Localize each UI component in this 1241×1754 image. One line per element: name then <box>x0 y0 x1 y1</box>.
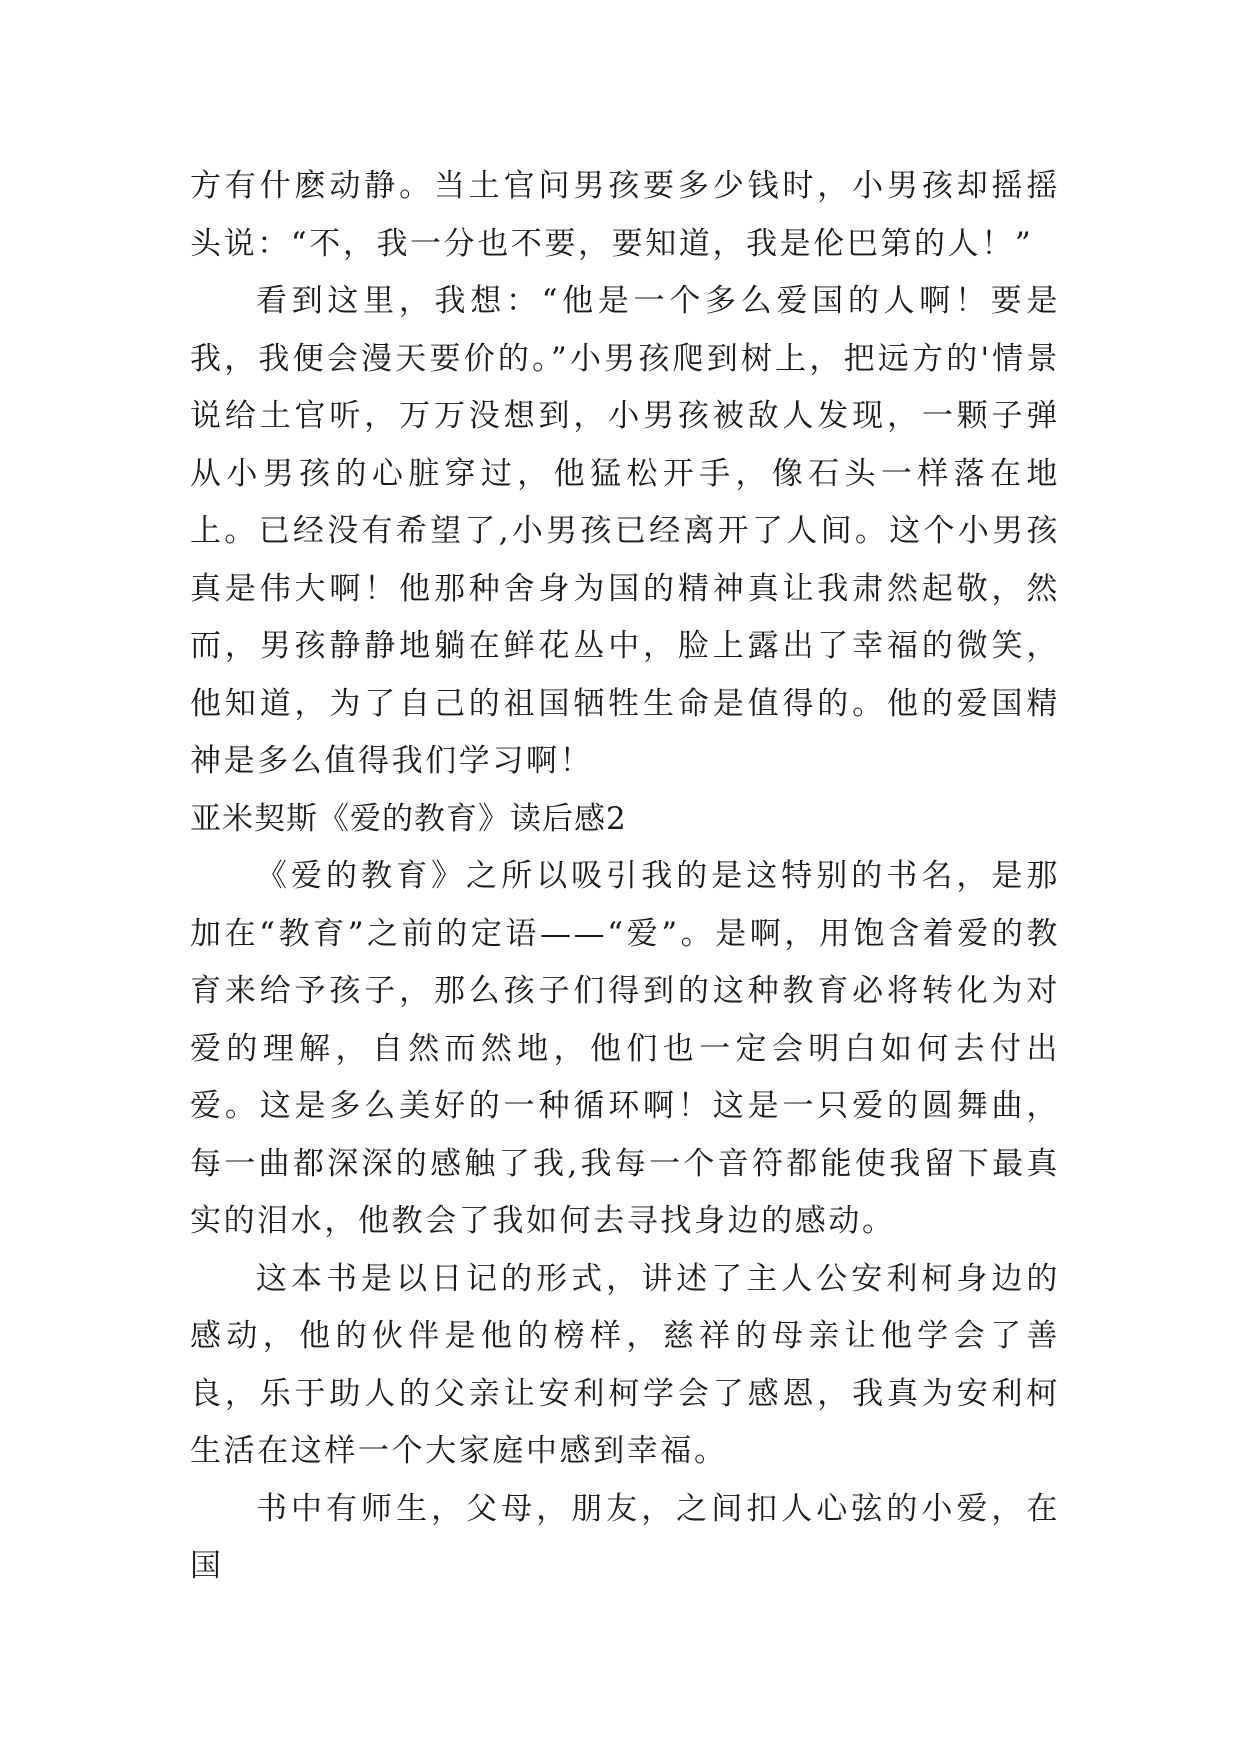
paragraph-3: 《爱的教育》之所以吸引我的是这特别的书名，是那加在“教育”之前的定语——“爱”。是啊，用饱含着爱的教育来给予孩子，那么孩子们得到的这种教育必将转化为对爱的理解，自然而然地，他们也一定会明白如何去付出爱。这是多么美好的一种循环啊！这是一只爱的圆舞曲，每一曲都深深的感触了我,我每一个音符都能使我留下最真实的泪水，他教会了我如何去寻找身边的感动。 <box>190 858 1060 1239</box>
paragraph-2: 看到这里，我想：“他是一个多么爱国的人啊！要是我，我便会漫天要价的。”小男孩爬到树上，把远方的'情景说给土官听，万万没想到，小男孩被敌人发现，一颗子弹从小男孩的心脏穿过，他猛松开手，像石头一样落在地上。已经没有希望了,小男孩已经离开了人间。这个小男孩真是伟大啊！他那种舍身为国的精神真让我肃然起敬，然而，男孩静静地躺在鲜花丛中，脸上露出了幸福的微笑，他知道，为了自己的祖国牺牲生命是值得的。他的爱国精神是多么值得我们学习啊！ <box>190 283 1060 779</box>
paragraph-5: 书中有师生，父母，朋友，之间扣人心弦的小爱，在国 <box>190 1490 1060 1584</box>
paragraph-4: 这本书是以日记的形式，讲述了主人公安利柯身边的感动，他的伙伴是他的榜样，慈祥的母亲让他学会了善良，乐于助人的父亲让安利柯学会了感恩，我真为安利柯生活在这样一个大家庭中感到幸福。 <box>190 1260 1060 1469</box>
document-body <box>190 158 1060 1596</box>
section-heading: 亚米契斯《爱的教育》读后感2 <box>190 800 627 837</box>
paragraph-1: 方有什麽动静。当土官问男孩要多少钱时，小男孩却摇摇头说：“不，我一分也不要，要知道，我是伦巴第的人！” <box>190 168 1060 262</box>
